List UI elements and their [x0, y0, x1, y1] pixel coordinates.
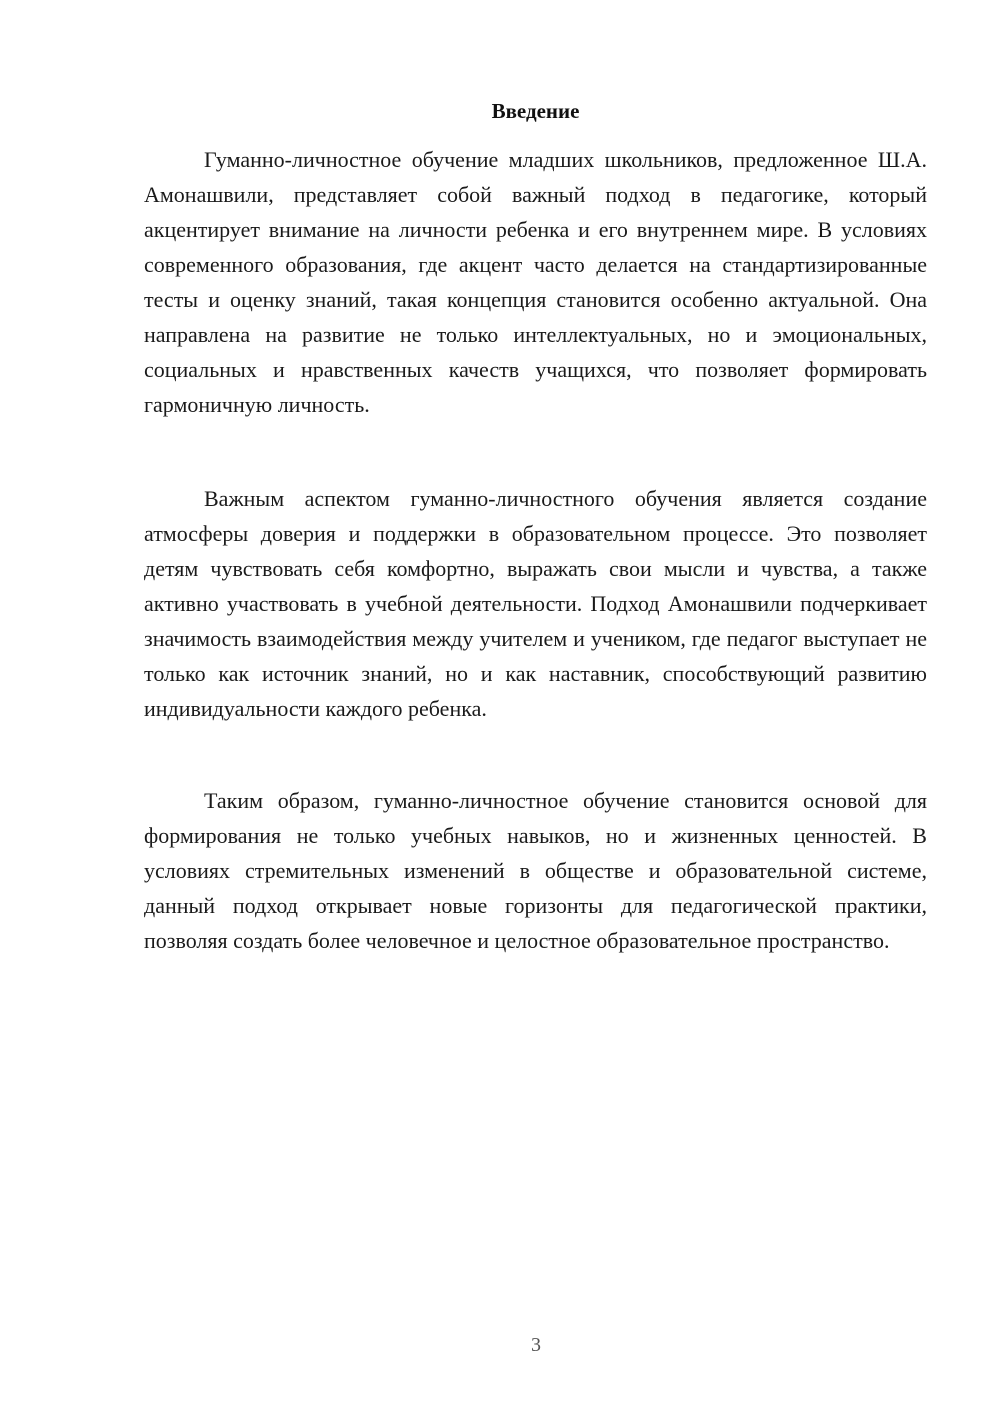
paragraph-3: Таким образом, гуманно-личностное обучение становится основой для формирования не только учебных навыков, но и жизненных ценностей. В условиях стремительных изменений в обществе и образовательной системе, данный подход открывает новые горизонты для педагогической практики, позволяя создать более человечное и целостное образовательное пространство. — [144, 788, 927, 953]
page-number: 3 — [531, 1334, 541, 1356]
section-heading: Введение — [491, 99, 580, 123]
paragraph-1: Гуманно-личностное обучение младших школьников, предложенное Ш.А. Амонашвили, представляет собой важный подход в педагогике, который акцентирует внимание на личности ребенка и его внутреннем мире. В условиях современного образования, где акцент часто делается на стандартизированные тесты и оценку знаний, такая концепция становится особенно актуальной. Она направлена на развитие не только интеллектуальных, но и эмоциональных, социальных и нравственных качеств учащихся, что позволяет формировать гармоничную личность. — [144, 147, 927, 417]
paragraph-2: Важным аспектом гуманно-личностного обучения является создание атмосферы доверия и поддержки в образовательном процессе. Это позволяет детям чувствовать себя комфортно, выражать свои мысли и чувства, а также активно участвовать в учебной деятельности. Подход Амонашвили подчеркивает значимость взаимодействия между учителем и учеником, где педагог выступает не только как источник знаний, но и как наставник, способствующий развитию индивидуальности каждого ребенка. — [144, 486, 927, 721]
